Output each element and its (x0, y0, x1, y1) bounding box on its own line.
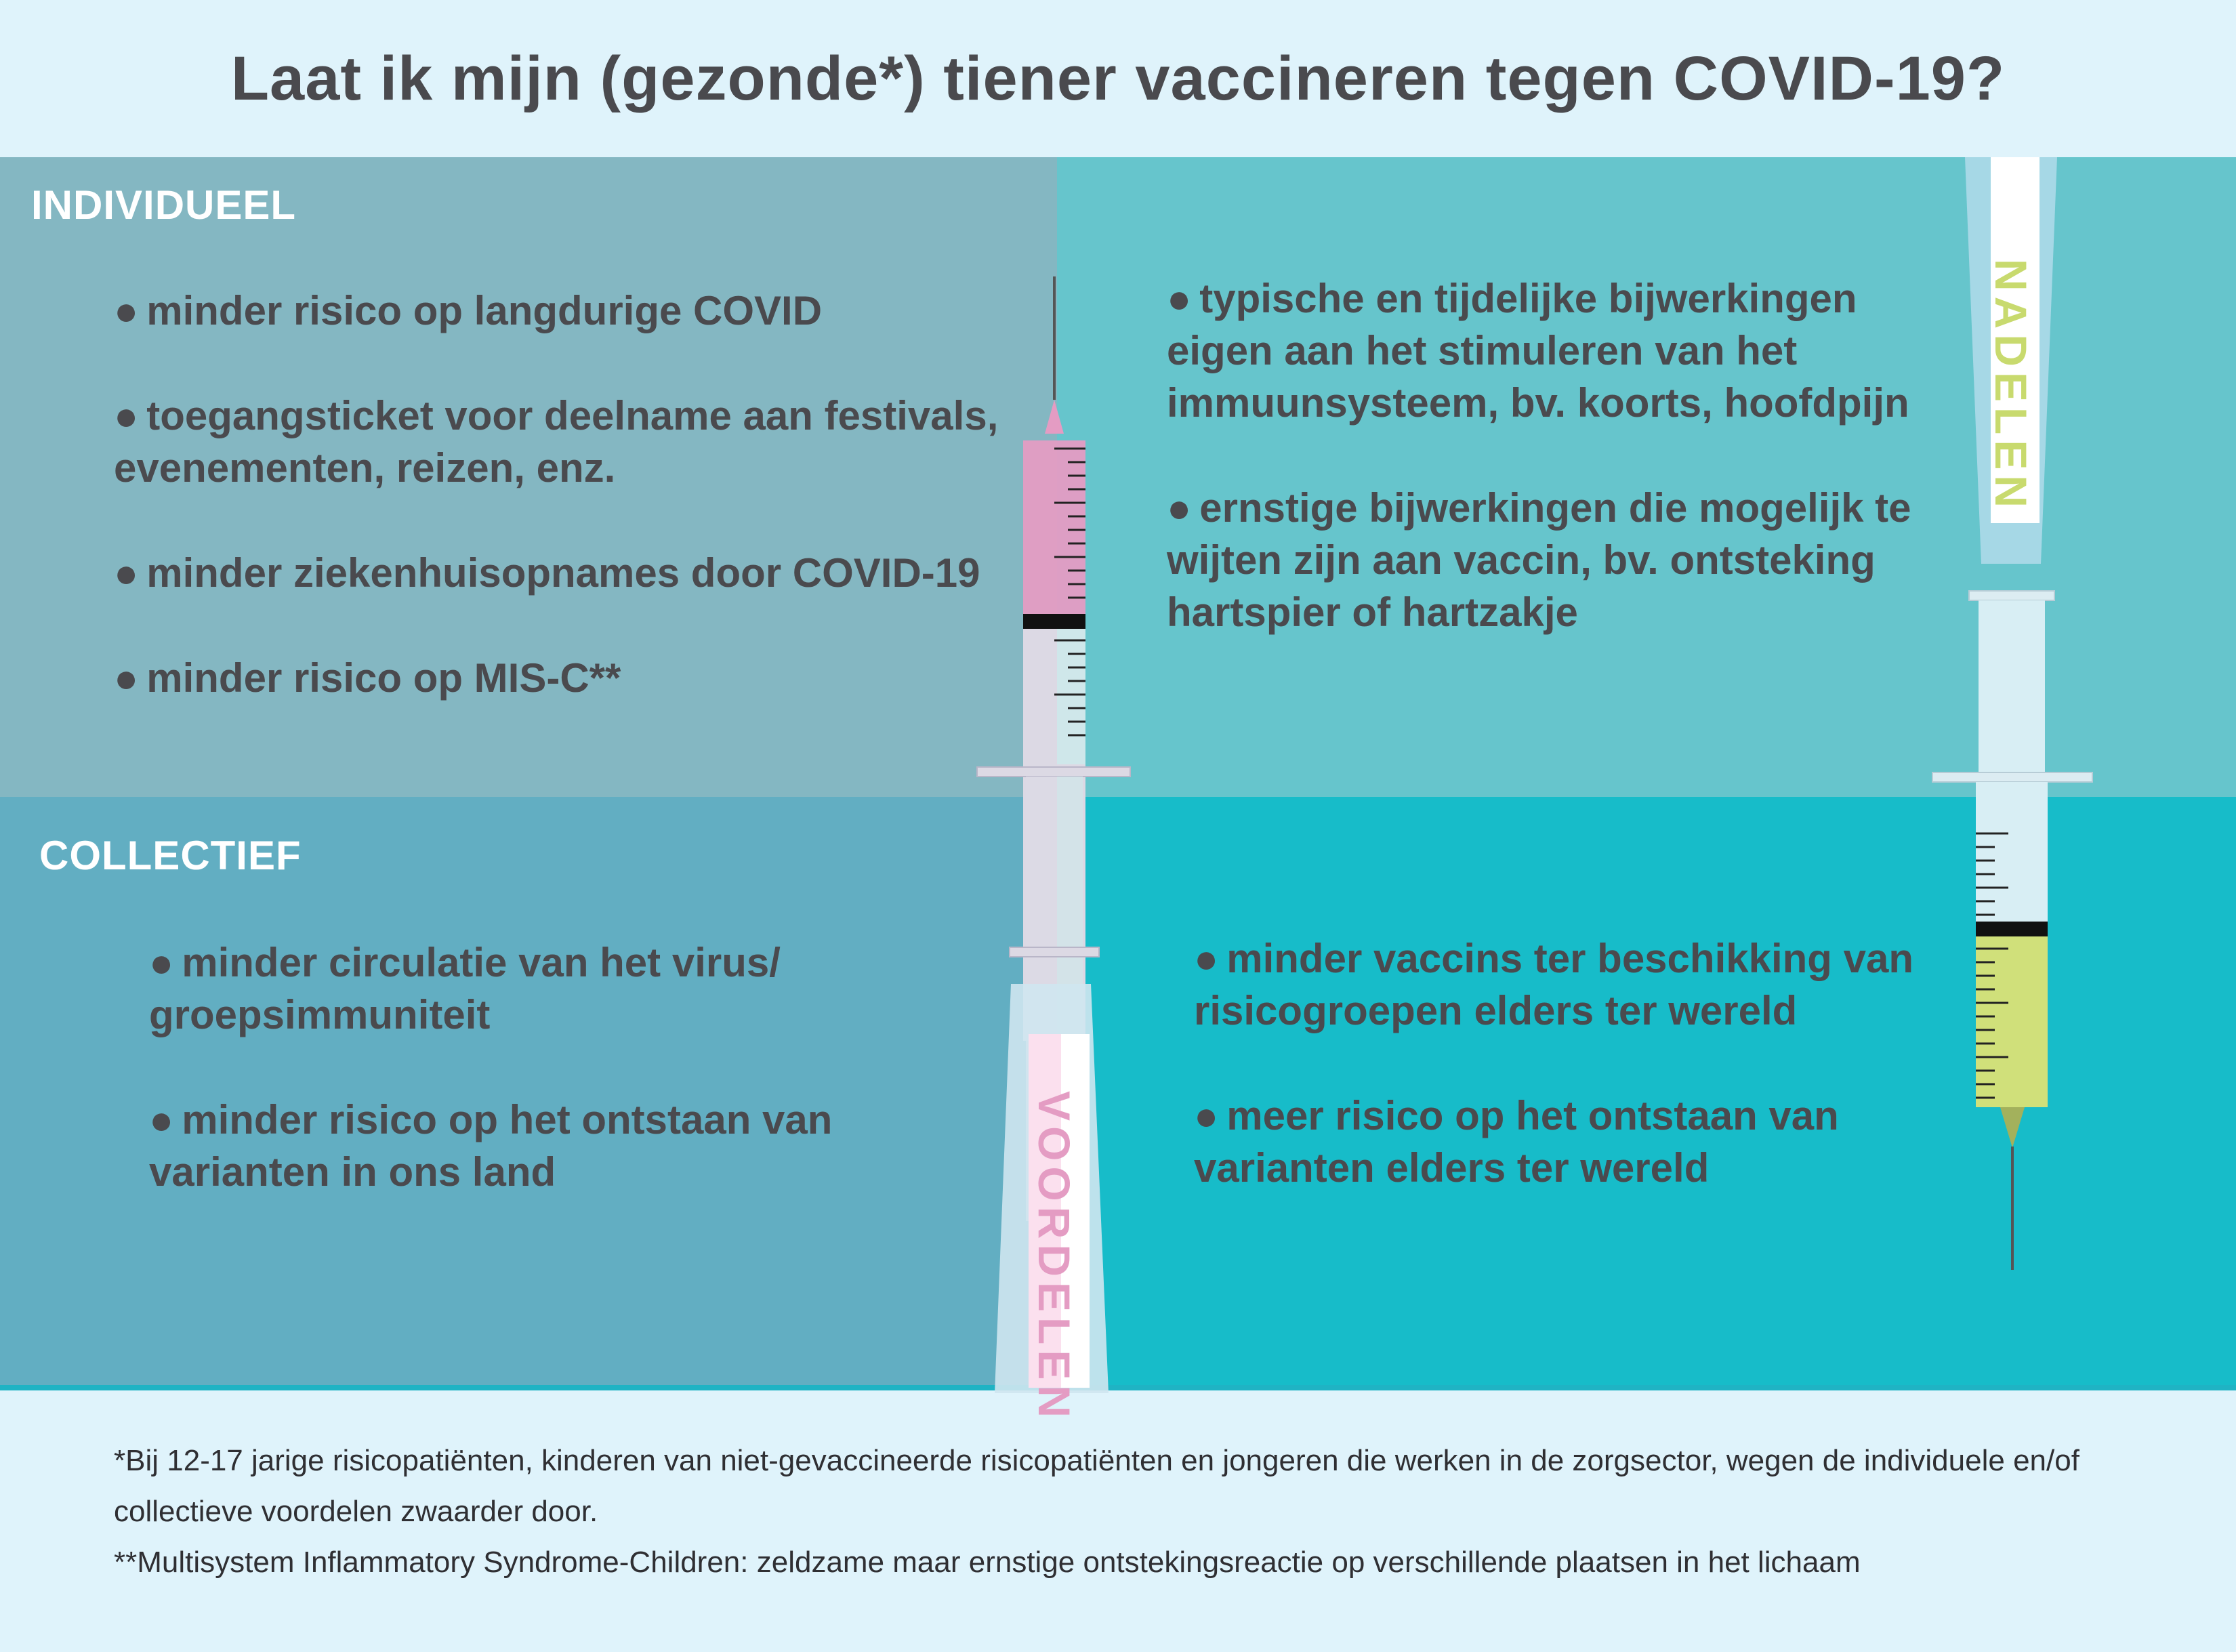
page-title: Laat ik mijn (gezonde*) tiener vaccineren tegen COVID-19? (230, 43, 2006, 113)
list-item: ● toegangsticket voor deelname aan festivals, evenementen, reizen, enz. (114, 393, 999, 491)
collective-pros-list (149, 936, 915, 1198)
list-item: ● typische en tijdelijke bijwerkingen eigen aan het stimuleren van het immuunsysteem, bv. koorts, hoofdpijn (1167, 276, 1909, 426)
bullet-icon: ● (1167, 485, 1192, 531)
syringe-cons-label: NADELEN (1986, 259, 2036, 514)
list-item: ● minder vaccins ter beschikking van risicogroepen elders ter wereld (1194, 936, 1914, 1033)
footnote-1: *Bij 12-17 jarige risicopatiënten, kinderen van niet-gevaccineerde risicopatiënten en jongeren die werken in de zorgsector, wegen de individuele en/of collectieve voordelen zwaarder door. (114, 1444, 2079, 1528)
bullet-icon: ● (114, 655, 139, 701)
bullet-icon: ● (114, 288, 139, 333)
list-item: ● minder risico op het ontstaan van varianten in ons land (149, 1097, 833, 1195)
bullet-icon: ● (1194, 936, 1219, 981)
bullet-icon: ● (114, 393, 139, 438)
list-item: ● meer risico op het ontstaan van varianten elders ter wereld (1194, 1093, 1839, 1191)
list-item: ● minder circulatie van het virus/ groepsimmuniteit (149, 940, 781, 1037)
individual-cons-list (1167, 272, 1966, 638)
collective-cons-list (1194, 932, 1926, 1194)
list-item: ● minder risico op MIS-C** (114, 655, 621, 701)
bullet-icon: ● (1167, 276, 1192, 321)
section-label-collective: COLLECTIEF (39, 833, 302, 878)
syringe-pros-label: VOORDELEN (1029, 1091, 1079, 1424)
list-item: ● minder ziekenhuisopnames door COVID-19 (114, 550, 980, 596)
bullet-icon: ● (149, 940, 174, 985)
list-item: ● ernstige bijwerkingen die mogelijk te wijten zijn aan vaccin, bv. ontsteking hartspier of hartzakje (1167, 485, 1911, 635)
section-label-individual: INDIVIDUEEL (31, 182, 297, 228)
list-item: ● minder risico op langdurige COVID (114, 288, 823, 333)
footnotes (114, 1435, 2180, 1588)
bullet-icon: ● (1194, 1093, 1219, 1138)
bullet-icon: ● (114, 550, 139, 596)
individual-pros-list (114, 285, 1015, 704)
bullet-icon: ● (149, 1097, 174, 1142)
footnote-2: **Multisystem Inflammatory Syndrome-Children: zeldzame maar ernstige ontstekingsreactie op verschillende plaatsen in het lichaam (114, 1546, 1861, 1579)
